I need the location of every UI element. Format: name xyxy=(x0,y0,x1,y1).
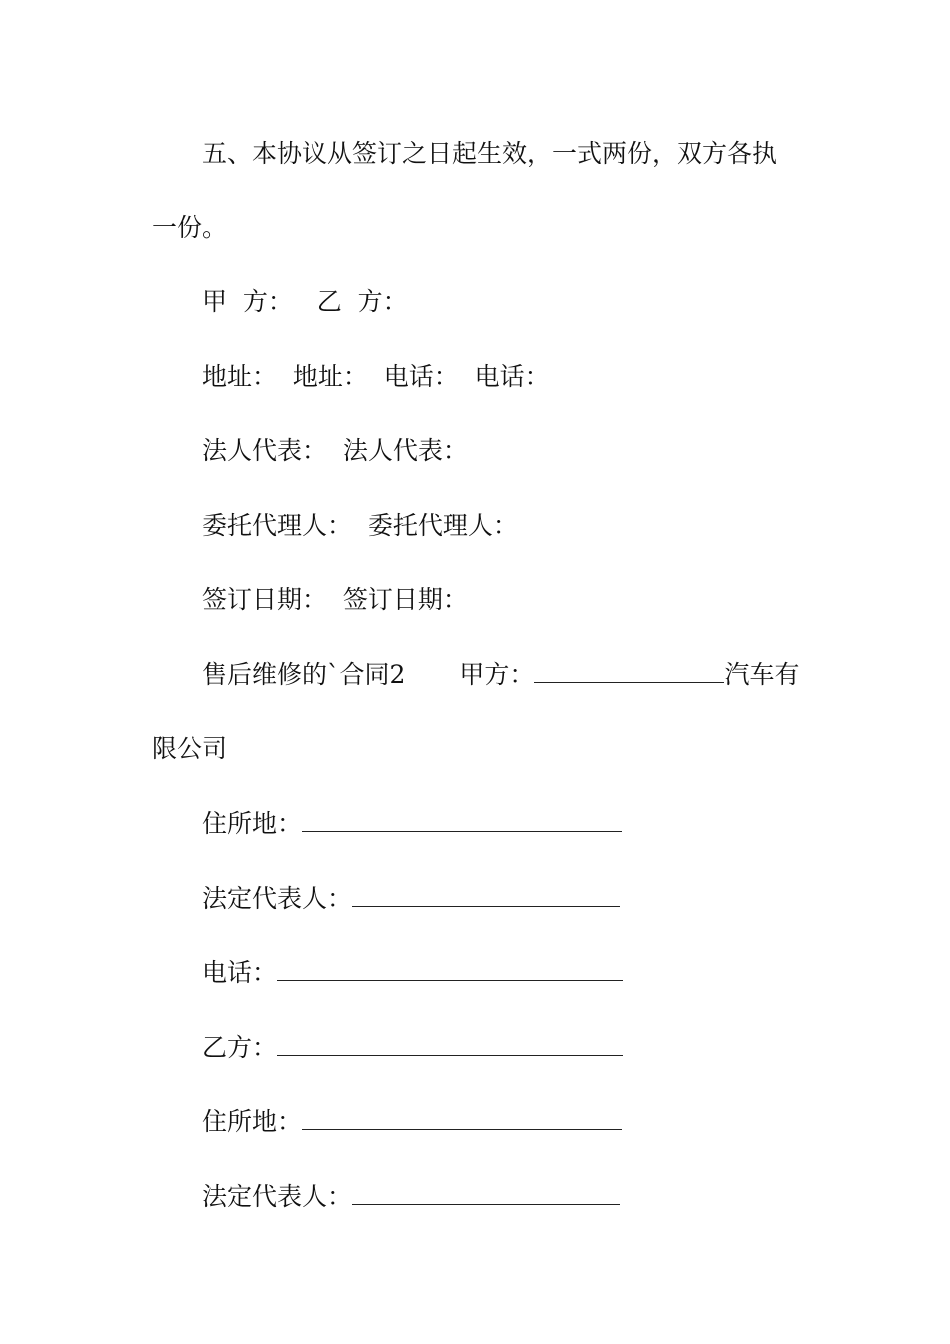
contract2-party-a-label: 甲方： xyxy=(459,660,535,689)
field-legal-rep-a xyxy=(202,883,620,915)
legal-rep-line: 法人代表： 法人代表： xyxy=(202,436,468,465)
field-label: 住所地： xyxy=(202,1107,303,1136)
residence-b-blank[interactable] xyxy=(302,1107,622,1130)
contract2-title: 售后维修的`合同2 xyxy=(202,660,406,689)
clause-five-line-1: 五、本协议从签订之日起生效，一式两份，双方各执 xyxy=(202,139,778,168)
address-phone-line: 地址： 地址： 电话： 电话： xyxy=(202,362,550,391)
field-label: 法定代表人： xyxy=(202,1182,353,1211)
clause-five-line-2: 一份。 xyxy=(152,213,228,242)
party-b-blank[interactable] xyxy=(277,1033,623,1056)
field-residence-a xyxy=(202,808,622,840)
field-party-b xyxy=(202,1032,623,1064)
field-label: 住所地： xyxy=(202,809,303,838)
field-label: 乙方： xyxy=(202,1033,278,1062)
party-line: 甲 方： 乙 方： xyxy=(202,287,408,316)
contract2-party-a-suffix: 汽车有 xyxy=(724,660,800,689)
field-label: 电话： xyxy=(202,958,278,987)
party-a-name-blank[interactable] xyxy=(534,660,724,683)
field-phone-a xyxy=(202,957,623,989)
field-residence-b xyxy=(202,1106,622,1138)
field-legal-rep-b xyxy=(202,1181,620,1213)
sign-date-line: 签订日期： 签订日期： xyxy=(202,585,468,614)
field-label: 法定代表人： xyxy=(202,884,353,913)
legal-rep-b-blank[interactable] xyxy=(352,1182,620,1205)
residence-a-blank[interactable] xyxy=(302,809,622,832)
agent-line: 委托代理人： 委托代理人： xyxy=(202,511,518,540)
contract2-header-line xyxy=(202,659,799,691)
contract2-party-a-suffix-line-2: 限公司 xyxy=(152,734,228,763)
phone-a-blank[interactable] xyxy=(277,958,623,981)
legal-rep-a-blank[interactable] xyxy=(352,884,620,907)
